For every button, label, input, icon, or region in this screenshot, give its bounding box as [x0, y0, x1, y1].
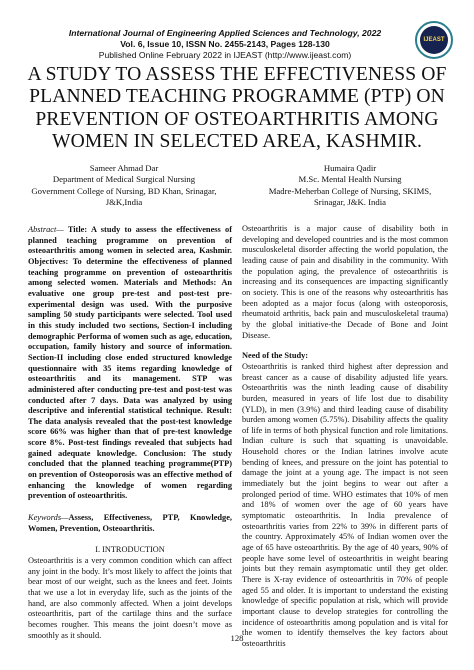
author-1	[14, 163, 234, 209]
need-of-study-heading: Need of the Study:	[242, 351, 309, 361]
author-department: M.Sc. Mental Health Nursing	[298, 174, 402, 185]
author-location: J&K,India	[105, 197, 143, 208]
author-institution: Madre-Meherban College of Nursing, SKIMS,	[268, 185, 432, 196]
page-number: 128	[230, 633, 244, 643]
journal-header	[20, 28, 430, 61]
left-column	[28, 225, 232, 641]
author-2	[240, 163, 460, 209]
right-column	[242, 224, 448, 650]
abstract-body: Title: A study to assess the effectiveness of planned teaching programme on prevention of osteoarthritis among women in selected area, Kashmir. Objectives: To determine the effectiveness of planned teaching programme on prevention of osteoarthritis among selected women. Materials and Methods: An evaluative one group pre-test and post-test pre-experimental design was used. With the purposive sampling 50 study participants were selected. Tool used in this study included two sections, Section-I including demographic Performa of women such as age, education, occupation, family history and source of information. Section-II including close ended structured knowledge questionnaire with 35 items regarding knowledge of osteoarthritis and its management. STP was administered after conducting pre-test and post-test was conducted after 7 days. Data was analyzed by using descriptive and inferential statistical technique. Result: The data analysis revealed that the post-test knowledge score 66% was higher than that of pre-test knowledge score 8%. Post-test findings revealed that subjects had gained adequate knowledge. Conclusion: The study concluded that the planned teaching programme(PTP) on prevention of Osteoporosis was an effective method of enhancing the knowledge of women regarding prevention of osteoarthritis.	[28, 225, 232, 501]
author-location: Srinagar, J&K. India	[313, 197, 387, 208]
abstract-lead: Abstract—	[28, 225, 64, 234]
keywords-body: Assess, Effectiveness, PTP, Knowledge, Women, Prevention, Osteoarthritis.	[28, 513, 232, 533]
section-heading-introduction: I. INTRODUCTION	[95, 545, 165, 555]
journal-name: International Journal of Engineering Applied Sciences and Technology, 2022	[68, 28, 382, 38]
journal-logo-text: IJEAST	[420, 26, 448, 54]
journal-volume: Vol. 6, Issue 10, ISSN No. 2455-2143, Pages 128-130	[120, 39, 330, 49]
need-of-study-paragraph: Osteoarthritis is ranked third highest after depression and breast cancer as a cause of disability adjusted life years. Osteoarthritis was the ninth leading cause of disability burden, measured in years of life lost due to disability (YLD), in men (3.9%) and third leading cause of disability burden among women (5.75%). Disability affects the quality of life in terms of both physical function and role limitations. Indian culture is such that squatting is unavoidable. Household chores or the Indian latrines involve acute bending of knees, and pressure on the joint has potential to damage the joint at a young age. The impact is not seen immediately but the joint begins to wear out after a prolonged period of time. WHO estimates that 10% of men and 18% of women over the age of 60 years have symptomatic osteoarthritis. In India prevalence of osteoarthritis varies from 22% to 39% in different parts of the country. Approximately 45% of Indian women over the age of 65 have osteoarthritis. By the age of 40 years, 90% of people have some level of osteoarthritis in weight bearing joints but they remain asymptomatic until they get older. There is X-ray evidence of osteoarthritis in 70% of people aged 55 and older. It is important to understand the existing knowledge of specific population at risk, which will provide important clause to develop strategies for controlling the incidence of osteoarthritis among population and is vital for the women to identify themselves the key factors about osteoarthritis	[242, 361, 448, 648]
introduction-paragraph: Osteoarthritis is a very common condition which can affect any joint in the body. It’s most likely to affect the joints that bear most of our weight, such as the knees and feet. Joints that we use a lot in everyday life, such as the joints of the hand, are also commonly affected. When a joint develops osteoarthritis, part of the cartilage thins and the surface becomes rougher. This means the joint doesn’t move as smoothly as it should.	[28, 556, 232, 640]
keywords	[28, 513, 232, 534]
journal-logo	[415, 21, 453, 59]
abstract	[28, 225, 232, 502]
paper-title: A STUDY TO ASSESS THE EFFECTIVENESS OF PLANNED TEACHING PROGRAMME (PTP) ON PREVENTION OF OSTEOARTHRITIS AMONG WOMEN IN SELECTED AREA, KASHMIR.	[27, 64, 447, 153]
author-institution: Government College of Nursing, BD Khan, Srinagar,	[31, 185, 217, 196]
author-name: Sameer Ahmad Dar	[89, 163, 159, 173]
intro-continued-paragraph: Osteoarthritis is a major cause of disability both in developing and developed countries and is the most common musculoskeletal disorder affecting the world population, the leading cause of pain and disability in the community. With the population aging, the prevalence of osteoarthritis is increasing and its consequences are impacting significantly on society. This is one of the reasons why osteoarthritis has been adopted as a major focus (along with osteoporosis, rheumatoid arthritis, back pain and musculoskeletal trauma) by the global initiative-the Decade of Bone and Joint Disease.	[242, 224, 448, 340]
author-name: Humaira Qadir	[323, 163, 377, 173]
keywords-lead: Keywords—	[28, 513, 69, 523]
author-department: Department of Medical Surgical Nursing	[52, 174, 196, 185]
journal-publication: Published Online February 2022 in IJEAST (http://www.ijeast.com)	[98, 50, 352, 60]
